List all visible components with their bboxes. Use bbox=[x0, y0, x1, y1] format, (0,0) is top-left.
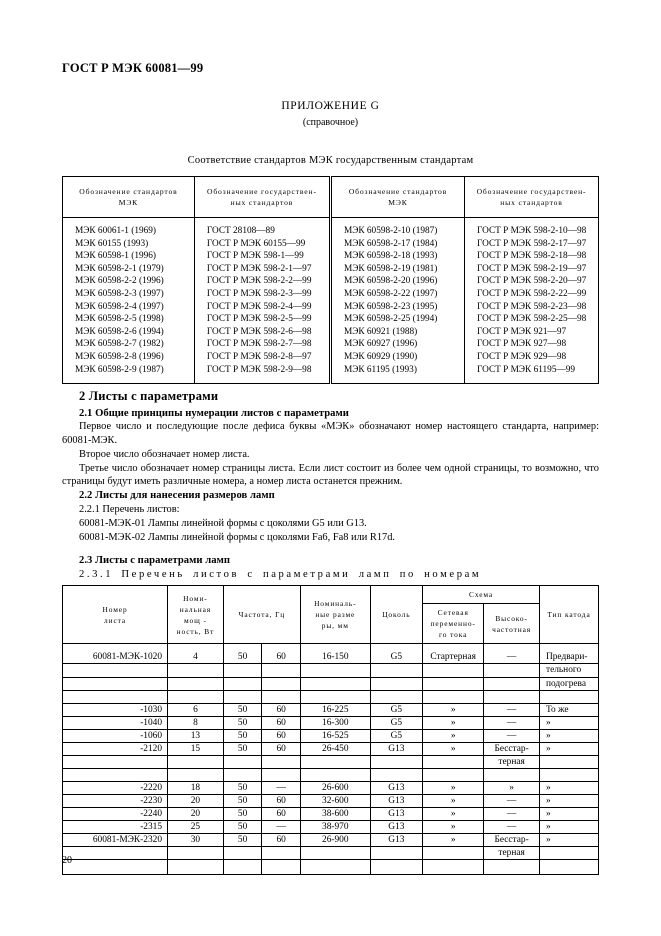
cell-frequency-60: 60 bbox=[262, 644, 301, 664]
iec-standard-entry: МЭК 60598-2-9 (1987) bbox=[75, 364, 164, 375]
col-header-frequency: Частота, Гц bbox=[223, 586, 300, 644]
paragraph-numbering-first: Первое число и последующие после дефиса буквы «МЭК» обозначают номер настоящего стандарта, например: 60081-МЭК. bbox=[62, 421, 599, 447]
gost-standard-entry: ГОСТ Р МЭК 598-2-17—97 bbox=[476, 238, 587, 249]
table-row bbox=[63, 218, 599, 384]
table-row bbox=[63, 807, 599, 820]
cell-rated-power: 20 bbox=[168, 807, 224, 820]
lamp-parameter-sheets-table bbox=[62, 585, 599, 875]
iec-standard-entry: МЭК 60598-2-20 (1996) bbox=[343, 276, 438, 287]
gost-right-lines bbox=[465, 225, 598, 376]
cell-rated-power bbox=[168, 755, 224, 768]
cell-frequency-50 bbox=[223, 677, 262, 690]
annex-title: ПРИЛОЖЕНИЕ G bbox=[281, 100, 380, 112]
iec-standard-entry: МЭК 60598-2-2 (1996) bbox=[75, 276, 164, 287]
cell-circuit-mains: » bbox=[423, 794, 484, 807]
cell-sheet-number: 60081-МЭК-1020 bbox=[63, 644, 168, 664]
lamp-parameter-sheets-table-wrapper bbox=[62, 585, 599, 875]
col-header-circuit-hf bbox=[484, 604, 540, 644]
section-2-2-1-heading: 2.2.1 Перечень листов: bbox=[79, 504, 180, 516]
cell-rated-dimensions: 26-900 bbox=[300, 833, 370, 846]
iec-standard-entry: МЭК 60598-2-22 (1997) bbox=[343, 288, 438, 299]
header-line: го тока bbox=[439, 630, 468, 640]
cell-cap: G13 bbox=[370, 794, 423, 807]
cell-circuit-mains: » bbox=[423, 781, 484, 794]
cell-circuit-hf: — bbox=[484, 820, 540, 833]
table-spacer-row bbox=[63, 768, 599, 781]
paragraph-numbering-third: Третье число обозначает номер страницы листа. Если лист состоит из более чем одной страницы, то возможно, что страницы будут иметь различные номера, а номер листа останется прежним. bbox=[62, 462, 599, 488]
cell-cap: G13 bbox=[370, 742, 423, 755]
table-row bbox=[63, 703, 599, 716]
gost-standard-entry: ГОСТ 28108—89 bbox=[206, 226, 275, 236]
cell-rated-dimensions: 16-150 bbox=[300, 644, 370, 664]
cell-rated-dimensions bbox=[300, 846, 370, 859]
cell-frequency-60: — bbox=[262, 820, 301, 833]
iec-standard-entry: МЭК 60598-2-1 (1979) bbox=[75, 263, 164, 274]
gost-standard-entry: ГОСТ Р МЭК 921—97 bbox=[476, 326, 567, 337]
cell-sheet-number: -1040 bbox=[63, 716, 168, 729]
section-2-1-heading: 2.1 Общие принципы нумерации листов с параметрами bbox=[79, 407, 349, 419]
cell-rated-power: 4 bbox=[168, 644, 224, 664]
header-line: частотная bbox=[492, 624, 532, 634]
cell-circuit-mains bbox=[423, 677, 484, 690]
cell-frequency-50: 50 bbox=[223, 742, 262, 755]
cell-cathode-type: подогрева bbox=[539, 677, 598, 690]
cell-rated-power bbox=[168, 846, 224, 859]
cell-frequency-50: 50 bbox=[223, 781, 262, 794]
cell-rated-dimensions: 32-600 bbox=[300, 794, 370, 807]
standards-correspondence-table bbox=[62, 176, 599, 384]
col-header-sheet-number bbox=[63, 586, 168, 644]
gost-standard-entry: ГОСТ Р МЭК 598-2-10—98 bbox=[476, 226, 587, 236]
cell-cathode-type: » bbox=[539, 833, 598, 846]
section-2-3-1-heading: 2.3.1 Перечень листов с параметрами ламп по номерам bbox=[79, 569, 482, 581]
cell-rated-dimensions bbox=[300, 677, 370, 690]
header-line: Высоко- bbox=[495, 613, 528, 623]
cell-circuit-mains: » bbox=[423, 703, 484, 716]
gost-standard-entry: ГОСТ Р МЭК 598-2-5—99 bbox=[206, 314, 312, 325]
sheet-list-item-01: 60081-МЭК-01 Лампы линейной формы с цоколями G5 или G13. bbox=[79, 517, 367, 529]
table-row bbox=[63, 644, 599, 664]
iec-standard-entry: МЭК 60921 (1988) bbox=[343, 326, 418, 337]
table-row bbox=[63, 794, 599, 807]
cell-sheet-number bbox=[63, 664, 168, 677]
table-row bbox=[63, 781, 599, 794]
header-line: МЭК bbox=[388, 198, 408, 207]
cell-cathode-type: Предвари- bbox=[539, 644, 598, 664]
cell-frequency-60 bbox=[262, 755, 301, 768]
cell-circuit-mains bbox=[423, 846, 484, 859]
cell-circuit-hf: — bbox=[484, 716, 540, 729]
iec-standard-entry: МЭК 60598-2-25 (1994) bbox=[343, 314, 438, 325]
cell-cathode-type: То же bbox=[539, 703, 598, 716]
cell-rated-dimensions bbox=[300, 664, 370, 677]
col-header-circuit-mains bbox=[423, 604, 484, 644]
cell-cap bbox=[370, 664, 423, 677]
cell-circuit-mains: » bbox=[423, 833, 484, 846]
table-row bbox=[63, 820, 599, 833]
gost-standard-entry: ГОСТ Р МЭК 598-2-18—98 bbox=[476, 251, 587, 262]
body-text-block bbox=[62, 388, 599, 582]
cell-frequency-50: 50 bbox=[223, 833, 262, 846]
iec-standard-entry: МЭК 60061-1 (1969) bbox=[75, 226, 157, 236]
header-line: Обозначение стандартов bbox=[79, 187, 178, 196]
cell-sheet-number: -2315 bbox=[63, 820, 168, 833]
cell-rated-dimensions: 16-225 bbox=[300, 703, 370, 716]
cell-circuit-hf bbox=[484, 677, 540, 690]
cell-rated-power: 8 bbox=[168, 716, 224, 729]
gost-standard-entry: ГОСТ Р МЭК 598-2-19—97 bbox=[476, 263, 587, 274]
table-row bbox=[63, 742, 599, 755]
header-line: МЭК bbox=[118, 198, 139, 207]
document-standard-reference: ГОСТ Р МЭК 60081—99 bbox=[62, 61, 204, 75]
iec-standard-entry: МЭК 60598-2-18 (1993) bbox=[343, 251, 438, 262]
cell-frequency-60: — bbox=[262, 781, 301, 794]
table-row bbox=[63, 833, 599, 846]
cell-cathode-type bbox=[539, 846, 598, 859]
iec-standard-entry: МЭК 60155 (1993) bbox=[75, 238, 149, 249]
cell-frequency-60: 60 bbox=[262, 742, 301, 755]
cell-cap: G5 bbox=[370, 703, 423, 716]
cell-rated-dimensions: 38-970 bbox=[300, 820, 370, 833]
cell-rated-power: 18 bbox=[168, 781, 224, 794]
cell-cap: G5 bbox=[370, 716, 423, 729]
cell-circuit-hf: — bbox=[484, 729, 540, 742]
cell-rated-power: 30 bbox=[168, 833, 224, 846]
gost-standard-entry: ГОСТ Р МЭК 598-2-3—99 bbox=[206, 288, 312, 299]
cell-frequency-50: 50 bbox=[223, 703, 262, 716]
col-header-rated-power bbox=[168, 586, 224, 644]
cell-frequency-50 bbox=[223, 846, 262, 859]
gost-standard-entry: ГОСТ Р МЭК 929—98 bbox=[476, 351, 567, 362]
iec-standard-entry: МЭК 60598-2-4 (1997) bbox=[75, 301, 164, 312]
cell-gost-left-list bbox=[194, 218, 330, 384]
cell-circuit-hf: Бесстар- bbox=[484, 742, 540, 755]
cell-frequency-50: 50 bbox=[223, 644, 262, 664]
table-row bbox=[63, 716, 599, 729]
cell-frequency-60 bbox=[262, 664, 301, 677]
col-header-gost-right bbox=[464, 177, 598, 218]
gost-standard-entry: ГОСТ Р МЭК 598-2-25—98 bbox=[476, 314, 587, 325]
table-row bbox=[63, 729, 599, 742]
standards-table-caption: Соответствие стандартов МЭК государственным стандартам bbox=[187, 155, 474, 166]
gost-standard-entry: ГОСТ Р МЭК 598-1—99 bbox=[206, 251, 304, 262]
cell-rated-dimensions: 38-600 bbox=[300, 807, 370, 820]
cell-rated-power: 6 bbox=[168, 703, 224, 716]
iec-standard-entry: МЭК 60598-2-17 (1984) bbox=[343, 238, 438, 249]
col-header-circuit: Схема bbox=[423, 586, 540, 604]
annex-subtitle: (справочное) bbox=[302, 117, 359, 128]
cell-frequency-60 bbox=[262, 846, 301, 859]
cell-circuit-mains: » bbox=[423, 807, 484, 820]
cell-cap: G13 bbox=[370, 781, 423, 794]
header-line: ность, Вт bbox=[176, 626, 215, 636]
iec-standard-entry: МЭК 60598-2-5 (1998) bbox=[75, 314, 164, 325]
header-line: ных стандартов bbox=[230, 198, 294, 207]
gost-standard-entry: ГОСТ Р МЭК 598-2-2—99 bbox=[206, 276, 312, 287]
standards-correspondence-table-wrapper bbox=[62, 176, 599, 384]
header-line: ры, мм bbox=[321, 621, 349, 631]
col-header-gost-left bbox=[194, 177, 330, 218]
cell-circuit-mains bbox=[423, 755, 484, 768]
cell-rated-dimensions bbox=[300, 755, 370, 768]
cell-cap bbox=[370, 846, 423, 859]
cell-frequency-60 bbox=[262, 677, 301, 690]
table-header-row-top bbox=[63, 586, 599, 604]
gost-standard-entry: ГОСТ Р МЭК 598-2-9—98 bbox=[206, 364, 312, 375]
cell-frequency-60: 60 bbox=[262, 729, 301, 742]
cell-frequency-50: 50 bbox=[223, 716, 262, 729]
iec-standard-entry: МЭК 60598-2-7 (1982) bbox=[75, 339, 164, 350]
cell-sheet-number: -2220 bbox=[63, 781, 168, 794]
header-line: Обозначение государствен- bbox=[476, 187, 587, 196]
cell-iec-left-list bbox=[63, 218, 195, 384]
sheet-list-item-02: 60081-МЭК-02 Лампы линейной формы с цоколями Fa6, Fa8 или R17d. bbox=[79, 531, 396, 543]
col-header-rated-dimensions bbox=[300, 586, 370, 644]
gost-standard-entry: ГОСТ Р МЭК 60155—99 bbox=[206, 238, 306, 249]
paragraph-numbering-second: Второе число обозначает номер листа. bbox=[79, 448, 250, 460]
cell-circuit-hf: Бесстар- bbox=[484, 833, 540, 846]
cell-cap bbox=[370, 677, 423, 690]
header-line: переменно- bbox=[430, 619, 476, 629]
cell-sheet-number: -2240 bbox=[63, 807, 168, 820]
cell-rated-dimensions: 16-300 bbox=[300, 716, 370, 729]
cell-rated-power: 25 bbox=[168, 820, 224, 833]
header-line: Обозначение стандартов bbox=[348, 187, 448, 196]
cell-circuit-hf: — bbox=[484, 703, 540, 716]
cell-circuit-mains: » bbox=[423, 742, 484, 755]
cell-cathode-type bbox=[539, 755, 598, 768]
cell-cap bbox=[370, 755, 423, 768]
cell-circuit-mains: Стартерная bbox=[423, 644, 484, 664]
header-line: мощ - bbox=[183, 615, 207, 625]
cell-frequency-50 bbox=[223, 755, 262, 768]
cell-cathode-type: » bbox=[539, 781, 598, 794]
gost-standard-entry: ГОСТ Р МЭК 598-2-1—97 bbox=[206, 263, 312, 274]
cell-sheet-number bbox=[63, 755, 168, 768]
col-header-cap: Цоколь bbox=[370, 586, 423, 644]
lamp-parameter-sheets-table-body bbox=[63, 644, 599, 875]
cell-rated-power bbox=[168, 677, 224, 690]
cell-circuit-hf: терная bbox=[484, 846, 540, 859]
cell-cathode-type: » bbox=[539, 820, 598, 833]
cell-frequency-50: 50 bbox=[223, 820, 262, 833]
header-line: нальная bbox=[179, 604, 212, 614]
iec-standard-entry: МЭК 60598-2-10 (1987) bbox=[343, 226, 438, 236]
header-line: Номиналь- bbox=[314, 599, 357, 609]
cell-circuit-hf: — bbox=[484, 794, 540, 807]
cell-cap: G5 bbox=[370, 729, 423, 742]
cell-frequency-60: 60 bbox=[262, 703, 301, 716]
cell-cathode-type: » bbox=[539, 729, 598, 742]
cell-sheet-number: -2230 bbox=[63, 794, 168, 807]
gost-left-lines bbox=[195, 225, 329, 376]
section-2-heading: 2 Листы с параметрами bbox=[79, 389, 219, 403]
cell-sheet-number: -1060 bbox=[63, 729, 168, 742]
gost-standard-entry: ГОСТ Р МЭК 598-2-6—98 bbox=[206, 326, 312, 337]
gost-standard-entry: ГОСТ Р МЭК 598-2-7—98 bbox=[206, 339, 312, 350]
cell-cap: G5 bbox=[370, 644, 423, 664]
gost-standard-entry: ГОСТ Р МЭК 598-2-22—99 bbox=[476, 288, 587, 299]
cell-circuit-mains: » bbox=[423, 716, 484, 729]
cell-rated-power bbox=[168, 664, 224, 677]
cell-rated-power: 15 bbox=[168, 742, 224, 755]
cell-rated-dimensions: 26-600 bbox=[300, 781, 370, 794]
header-line: Сетевая bbox=[437, 608, 469, 618]
col-header-iec-left bbox=[63, 177, 195, 218]
cell-circuit-hf: » bbox=[484, 781, 540, 794]
cell-sheet-number: 60081-МЭК-2320 bbox=[63, 833, 168, 846]
header-line: ные разме bbox=[315, 610, 356, 620]
cell-sheet-number: -1030 bbox=[63, 703, 168, 716]
cell-cap: G13 bbox=[370, 820, 423, 833]
cell-frequency-50: 50 bbox=[223, 729, 262, 742]
iec-standard-entry: МЭК 60927 (1996) bbox=[343, 339, 418, 350]
cell-cathode-type: » bbox=[539, 742, 598, 755]
table-row bbox=[63, 846, 599, 859]
cell-circuit-mains bbox=[423, 664, 484, 677]
cell-frequency-60: 60 bbox=[262, 716, 301, 729]
iec-standard-entry: МЭК 60598-2-3 (1997) bbox=[75, 288, 164, 299]
cell-frequency-50: 50 bbox=[223, 807, 262, 820]
iec-standard-entry: МЭК 60598-2-6 (1994) bbox=[75, 326, 164, 337]
table-row bbox=[63, 755, 599, 768]
gost-standard-entry: ГОСТ Р МЭК 598-2-4—99 bbox=[206, 301, 312, 312]
table-row bbox=[63, 677, 599, 690]
gost-standard-entry: ГОСТ Р МЭК 598-2-20—97 bbox=[476, 276, 587, 287]
page-number: 20 bbox=[62, 855, 72, 866]
gost-standard-entry: ГОСТ Р МЭК 61195—99 bbox=[476, 364, 576, 375]
cell-circuit-hf: — bbox=[484, 807, 540, 820]
cell-cathode-type: » bbox=[539, 807, 598, 820]
header-line: Номер bbox=[102, 604, 128, 614]
cell-sheet-number bbox=[63, 846, 168, 859]
iec-standard-entry: МЭК 60598-1 (1996) bbox=[75, 251, 157, 262]
iec-left-lines bbox=[63, 225, 194, 376]
table-header-row bbox=[63, 177, 599, 218]
cell-frequency-60: 60 bbox=[262, 807, 301, 820]
cell-frequency-60: 60 bbox=[262, 833, 301, 846]
cell-gost-right-list bbox=[464, 218, 598, 384]
gost-standard-entry: ГОСТ Р МЭК 598-2-23—98 bbox=[476, 301, 587, 312]
iec-standard-entry: МЭК 61195 (1993) bbox=[343, 364, 417, 375]
iec-standard-entry: МЭК 60929 (1990) bbox=[343, 351, 418, 362]
iec-standard-entry: МЭК 60598-2-8 (1996) bbox=[75, 351, 164, 362]
iec-standard-entry: МЭК 60598-2-23 (1995) bbox=[343, 301, 438, 312]
iec-right-lines bbox=[332, 225, 464, 376]
cell-circuit-hf: терная bbox=[484, 755, 540, 768]
cell-sheet-number: -2120 bbox=[63, 742, 168, 755]
cell-cap: G13 bbox=[370, 807, 423, 820]
header-line: листа bbox=[104, 615, 127, 625]
cell-cathode-type: » bbox=[539, 794, 598, 807]
cell-rated-dimensions: 26-450 bbox=[300, 742, 370, 755]
table-trailing-spacer-row bbox=[63, 859, 599, 874]
header-line: Обозначение государствен- bbox=[206, 187, 317, 196]
col-header-cathode-type: Тип катода bbox=[539, 586, 598, 644]
cell-circuit-hf bbox=[484, 664, 540, 677]
cell-rated-power: 20 bbox=[168, 794, 224, 807]
section-2-3-heading: 2.3 Листы с параметрами ламп bbox=[79, 555, 231, 567]
cell-circuit-mains: » bbox=[423, 820, 484, 833]
cell-circuit-mains: » bbox=[423, 729, 484, 742]
gost-standard-entry: ГОСТ Р МЭК 927—98 bbox=[476, 339, 567, 350]
cell-iec-right-list bbox=[330, 218, 464, 384]
header-line: ных стандартов bbox=[500, 198, 563, 207]
cell-frequency-50 bbox=[223, 664, 262, 677]
table-row bbox=[63, 664, 599, 677]
cell-circuit-hf: — bbox=[484, 644, 540, 664]
gost-standard-entry: ГОСТ Р МЭК 598-2-8—97 bbox=[206, 351, 312, 362]
cell-cathode-type: » bbox=[539, 716, 598, 729]
cell-sheet-number bbox=[63, 677, 168, 690]
cell-rated-dimensions: 16-525 bbox=[300, 729, 370, 742]
table-spacer-row bbox=[63, 690, 599, 703]
col-header-iec-right bbox=[330, 177, 464, 218]
section-2-2-heading: 2.2 Листы для нанесения размеров ламп bbox=[79, 490, 275, 502]
cell-rated-power: 13 bbox=[168, 729, 224, 742]
iec-standard-entry: МЭК 60598-2-19 (1981) bbox=[343, 263, 438, 274]
cell-frequency-50: 50 bbox=[223, 794, 262, 807]
cell-frequency-60: 60 bbox=[262, 794, 301, 807]
header-line: Номи- bbox=[183, 593, 208, 603]
cell-cathode-type: тельного bbox=[539, 664, 598, 677]
cell-cap: G13 bbox=[370, 833, 423, 846]
